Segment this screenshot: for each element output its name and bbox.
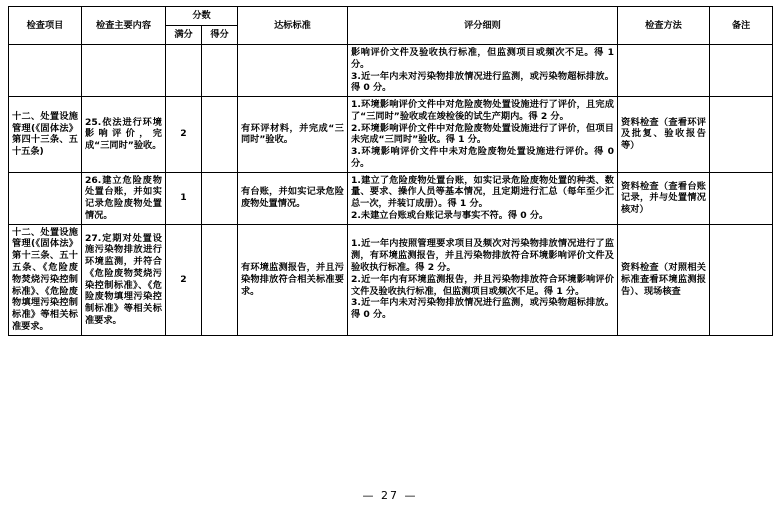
cell-score-got	[202, 224, 238, 335]
table-row	[9, 224, 773, 335]
rule-line: 3.近一年内未对污染物排放情况进行监测，或污染物超标排放。得 0 分。	[351, 297, 614, 321]
cell-content: 26.建立危险废物处置台账，并如实记录危险废物处置情况。	[82, 172, 166, 224]
cell-remark	[710, 45, 773, 97]
table-header	[9, 7, 773, 45]
cell-remark	[710, 97, 773, 173]
rule-line: 2.未建立台账或台账记录与事实不符。得 0 分。	[351, 209, 549, 221]
header-remark: 备注	[710, 7, 773, 45]
inspection-table	[8, 6, 773, 336]
rule-line: 3.环境影响评价文件中未对危险废物处置设施进行评价。得 0 分。	[351, 146, 614, 169]
cell-score-got	[202, 45, 238, 97]
header-rules: 评分细则	[348, 7, 618, 45]
cell-standard: 有环境监测报告，并且污染物排放符合相关标准要求。	[238, 224, 348, 335]
cell-score-got	[202, 172, 238, 224]
cell-standard: 有台账，并如实记录危险废物处置情况。	[238, 172, 348, 224]
rule-line: 1.建立了危险废物处置台账，如实记录危险废物处置的种类、数量、要求、操作人员等基本情况，且定期进行汇总（每年至少汇总一次，并装订成册）。得 1 分。	[351, 174, 614, 210]
rule-line: 影响评价文件及验收执行标准，但监测项目或频次不足。得 1 分。	[351, 47, 614, 70]
cell-content	[82, 45, 166, 97]
cell-method	[618, 45, 710, 97]
cell-rules	[348, 97, 618, 173]
cell-rules	[348, 45, 618, 97]
cell-score-full: 2	[166, 97, 202, 173]
cell-score-full: 1	[166, 172, 202, 224]
cell-item	[9, 172, 82, 224]
cell-remark	[710, 172, 773, 224]
header-standard: 达标标准	[238, 7, 348, 45]
header-score-full: 满分	[166, 26, 202, 45]
cell-method: 资料检查（对照相关标准查看环境监测报告）、现场核查	[618, 224, 710, 335]
rule-line: 3.近一年内未对污染物排放情况进行监测，或污染物超标排放。得 0 分。	[351, 70, 614, 94]
cell-standard: 有环评材料，并完成“三同时”验收。	[238, 97, 348, 173]
header-item: 检查项目	[9, 7, 82, 45]
cell-rules	[348, 224, 618, 335]
table-row	[9, 45, 773, 97]
header-score-got: 得分	[202, 26, 238, 45]
cell-content: 27.定期对处置设施污染物排放进行环境监测，并符合《危险废物焚烧污染控制标准》、《危险废物填埋污染控制标准》等相关标准要求。	[82, 224, 166, 335]
header-content: 检查主要内容	[82, 7, 166, 45]
rule-line: 2.近一年内有环境监测报告，并且污染物排放符合环境影响评价文件及验收执行标准，但监测项目或频次不足。得 1 分。	[351, 273, 614, 297]
cell-item: 十二、处置设施管理(《固体法》第四十三条、五十五条)	[9, 97, 82, 173]
table-header-row-1	[9, 7, 773, 26]
cell-remark	[710, 224, 773, 335]
table-row	[9, 172, 773, 224]
cell-score-full: 2	[166, 224, 202, 335]
rule-line: 1.近一年内按照管理要求项目及频次对污染物排放情况进行了监测，有环境监测报告，并且污染物排放符合环境影响评价文件及验收执行标准。得 2 分。	[351, 238, 614, 274]
rule-line: 1.环境影响评价文件中对危险废物处置设施进行了评价，且完成了“三同时”验收或在竣检後的试生产期内。得 2 分。	[351, 99, 614, 122]
cell-item: 十二、处置设施管理(《固体法》第十三条、五十五条、《危险废物焚烧污染控制标准》、《危险废物填埋污染控制标准》等相关标准要求。	[9, 224, 82, 335]
rule-line: 2.环境影响评价文件中对危险废物处置设施进行了评价，但项目未完成“三同时”验收。得 1 分。	[351, 122, 614, 146]
cell-standard	[238, 45, 348, 97]
table-body	[9, 45, 773, 336]
table-row	[9, 97, 773, 173]
cell-content: 25.依法进行环境影响评价，完成“三同时”验收。	[82, 97, 166, 173]
cell-method: 资料检查（查看环评及批复、验收报告等）	[618, 97, 710, 173]
header-method: 检查方法	[618, 7, 710, 45]
cell-score-got	[202, 97, 238, 173]
cell-score-full	[166, 45, 202, 97]
cell-item	[9, 45, 82, 97]
page-number: — 27 —	[362, 489, 418, 502]
header-score-group: 分数	[166, 7, 238, 26]
cell-method: 资料检查（查看台账记录，并与处置情况核对）	[618, 172, 710, 224]
cell-rules	[348, 172, 618, 224]
